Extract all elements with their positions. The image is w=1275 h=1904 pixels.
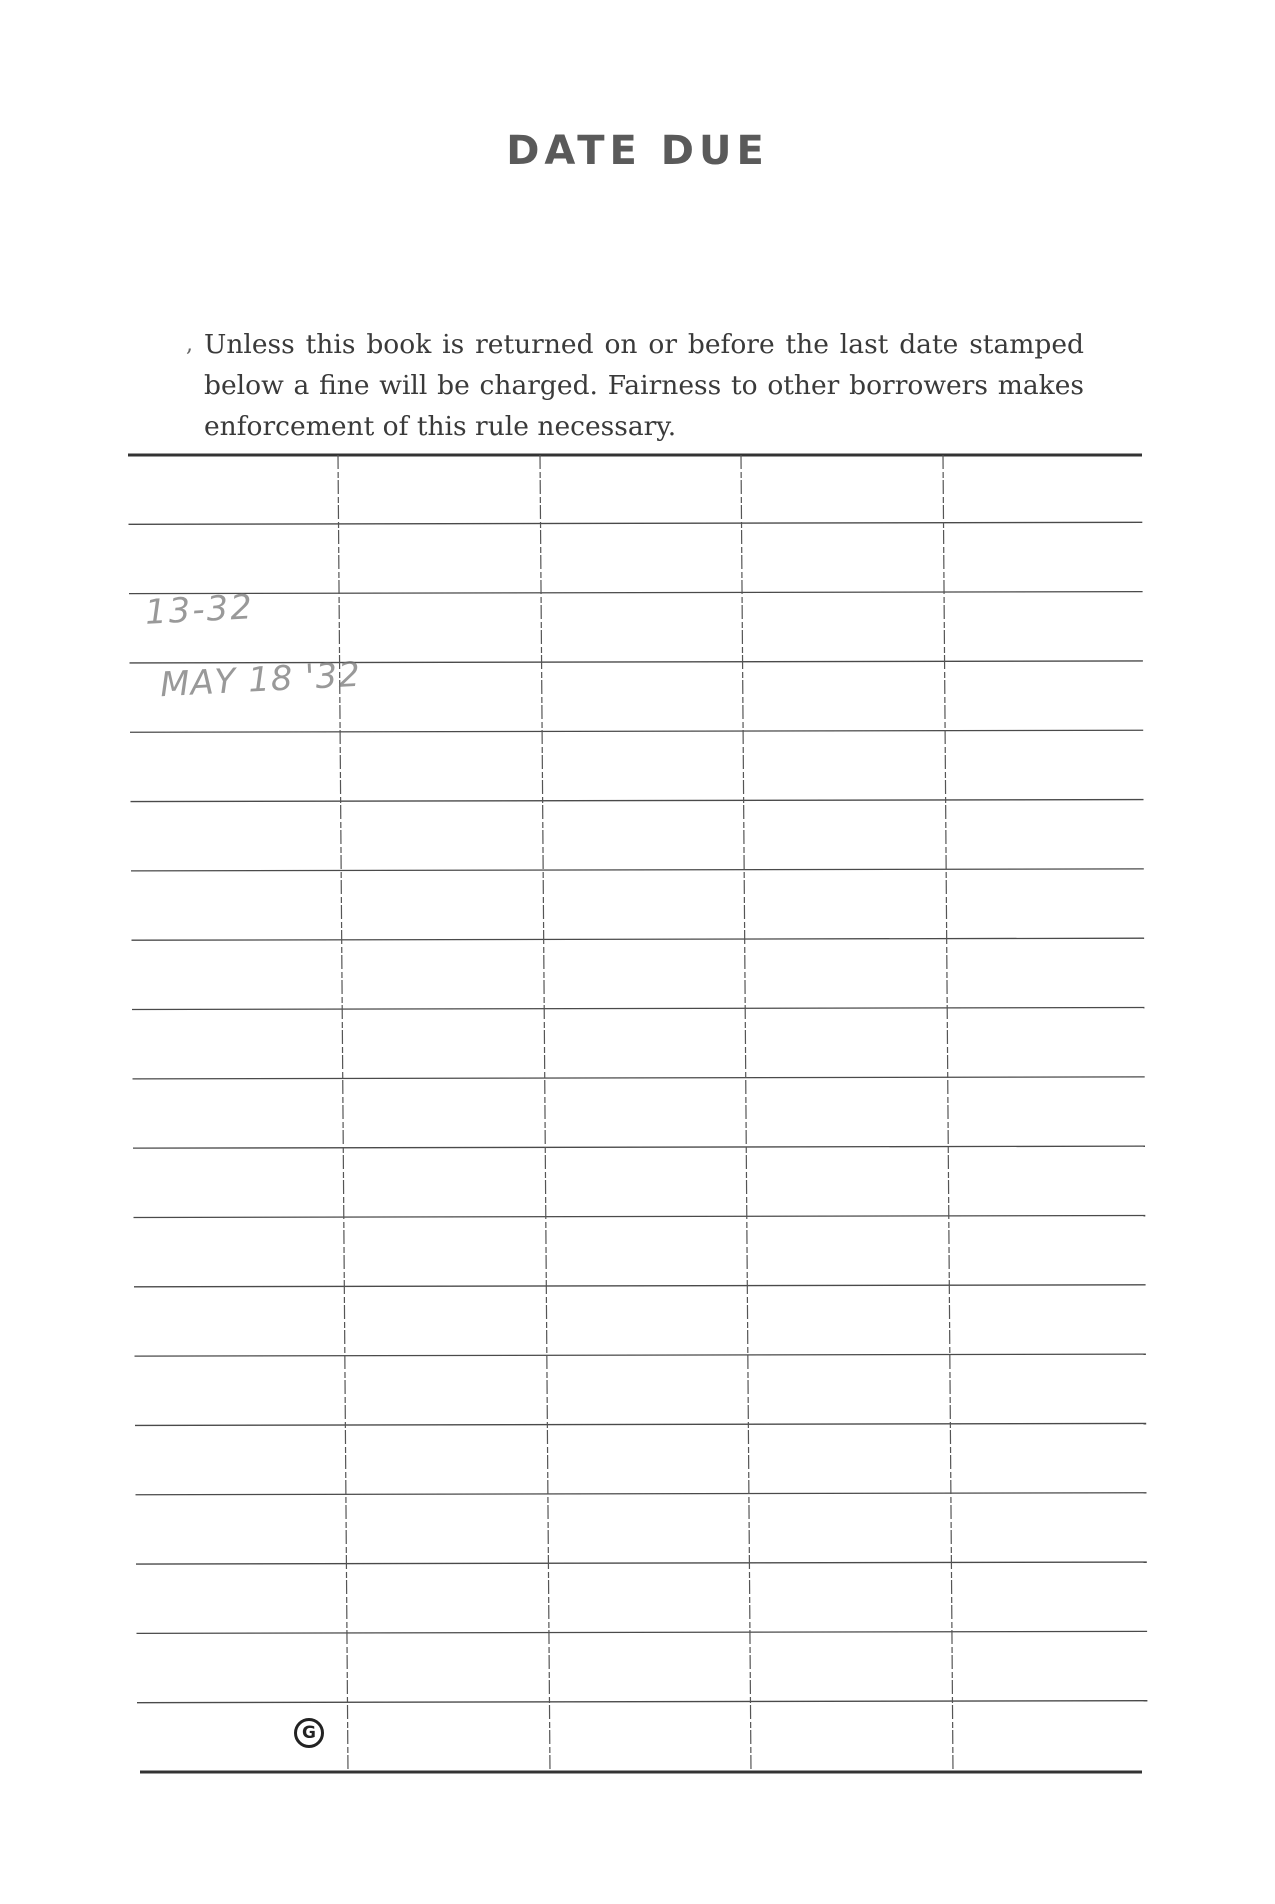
due-date-stamp-1: 13-32	[144, 587, 255, 633]
grid-column-rule-3	[741, 455, 751, 1772]
grid-column-rule-1	[338, 455, 348, 1772]
grid-column-rule-2	[540, 455, 550, 1772]
grid-row-rule	[132, 938, 1145, 940]
page-title: DATE DUE	[506, 128, 769, 174]
grid-row-rule	[129, 522, 1143, 524]
grid-row-rule	[134, 1285, 1146, 1287]
grid-row-rule	[132, 1008, 1144, 1010]
grid-row-rule	[135, 1423, 1146, 1425]
grid-row-rule	[133, 1077, 1145, 1079]
notice-tick-mark: ,	[186, 332, 193, 357]
grid-row-rule	[130, 730, 1143, 732]
grid-row-rule	[136, 1493, 1147, 1495]
grid-row-rule	[136, 1562, 1147, 1564]
grid-column-rule-4	[943, 455, 953, 1772]
grid-row-rule	[135, 1354, 1146, 1356]
grid-row-rule	[131, 800, 1144, 802]
grid-row-rule	[133, 1146, 1145, 1148]
fine-notice-text: Unless this book is returned on or before the last date stamped below a fine will be charged. Fairness to other borrowers makes enforcement of this rule necessary.	[204, 329, 1084, 442]
grid-row-rule	[129, 592, 1143, 594]
grid-row-rule	[131, 869, 1144, 871]
grid-row-rule	[137, 1701, 1147, 1703]
grid-row-rule	[134, 1215, 1146, 1217]
due-date-stamp-2: MAY 18 '32	[159, 654, 362, 706]
publisher-logo: G	[294, 1718, 324, 1748]
grid-row-rule	[137, 1631, 1148, 1633]
